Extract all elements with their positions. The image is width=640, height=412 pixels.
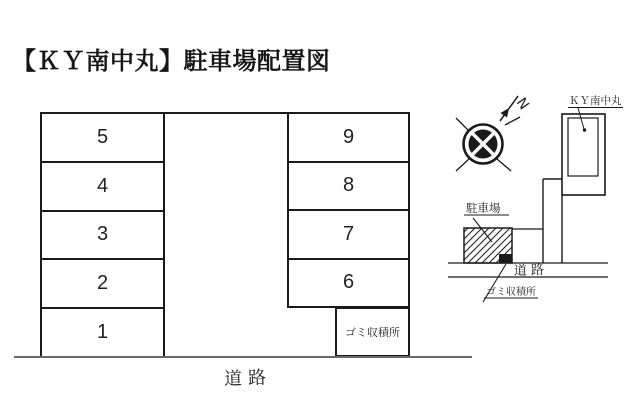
parking-space-8: 8 [289,161,408,210]
road-edge-line [14,356,472,358]
building-callout [568,94,623,132]
trash-spot-marker [499,254,512,263]
road-label: 道路 [223,367,273,390]
parking-column-left [40,112,165,358]
parking-space-3: 3 [42,210,163,259]
mini-parking-label: 駐車場 [466,201,501,215]
north-arrow-icon [500,95,532,121]
parking-space-7: 7 [289,209,408,258]
compass-icon [456,117,520,171]
building-label: ＫＹ南中丸 [569,95,622,107]
trash-collection-area [335,307,410,357]
page-title: 【ＫＹ南中丸】駐車場配置図 [12,48,331,75]
north-label: N [512,95,532,113]
parking-space-4: 4 [42,161,163,210]
parking-space-5: 5 [96,125,109,148]
parking-column-right [287,112,410,308]
parking-space-2: 2 [42,258,163,307]
parking-space-1: 1 [42,307,163,356]
trash-collection-label: ゴミ収積所 [345,326,400,339]
parking-space-6: 6 [289,258,408,307]
location-mini-map [430,70,630,310]
mini-road-label: 道路 [513,262,549,279]
mini-trash-label: ゴミ収積所 [486,287,536,298]
alley-path [543,179,562,263]
parking-space-9: 9 [342,125,355,148]
